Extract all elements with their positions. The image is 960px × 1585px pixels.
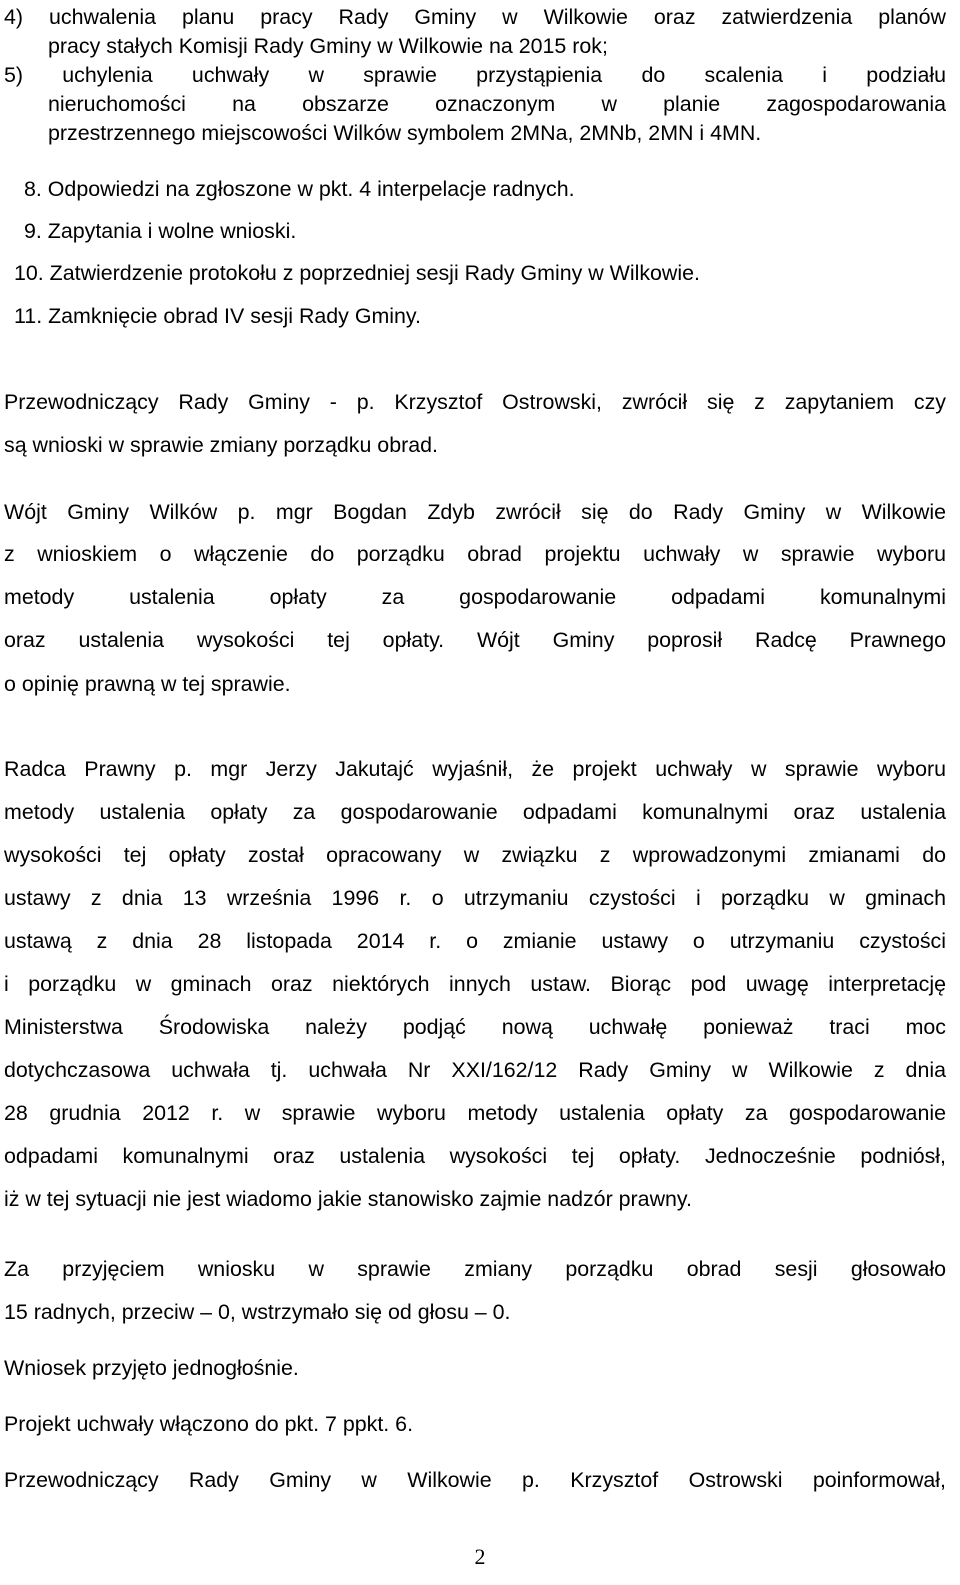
agenda-item-9: 9. Zapytania i wolne wnioski. (24, 219, 297, 243)
vote-para-line-1: Za przyjęciem wniosku w sprawie zmiany porządku obrad sesji głosowało (4, 1257, 946, 1281)
chairman-question-line-1: Przewodniczący Rady Gminy - p. Krzysztof Ostrowski, zwrócił się z zapytaniem czy (4, 390, 946, 414)
wojt-para-line-4: oraz ustalenia wysokości tej opłaty. Wójt Gminy poprosił Radcę Prawnego (4, 628, 946, 652)
radca-para-line-3: wysokości tej opłaty został opracowany w związku z wprowadzonymi zmianami do (4, 843, 946, 867)
wojt-para-line-2: z wnioskiem o włączenie do porządku obrad projektu uchwały w sprawie wyboru (4, 542, 946, 566)
chairman-informed-line: Przewodniczący Rady Gminy w Wilkowie p. Krzysztof Ostrowski poinformował, (4, 1468, 946, 1492)
agenda-item-4-line-1: 4) uchwalenia planu pracy Rady Gminy w Wilkowie oraz zatwierdzenia planów (4, 5, 946, 29)
radca-para-line-1: Radca Prawny p. mgr Jerzy Jakutajć wyjaśnił, że projekt uchwały w sprawie wyboru (4, 757, 946, 781)
radca-para-line-8: dotychczasowa uchwała tj. uchwała Nr XXI/162/12 Rady Gminy w Wilkowie z dnia (4, 1058, 946, 1082)
motion-result: Wniosek przyjęto jednogłośnie. (4, 1356, 299, 1380)
wojt-para-line-5: o opinię prawną w tej sprawie. (4, 672, 291, 696)
radca-para-line-4: ustawy z dnia 13 września 1996 r. o utrzymaniu czystości i porządku w gminach (4, 886, 946, 910)
vote-para-line-2: 15 radnych, przeciw – 0, wstrzymało się od głosu – 0. (4, 1300, 511, 1324)
agenda-item-8: 8. Odpowiedzi na zgłoszone w pkt. 4 interpelacje radnych. (24, 177, 575, 201)
radca-para-line-7: Ministerstwa Środowiska należy podjąć nową uchwałę ponieważ traci moc (4, 1015, 946, 1039)
wojt-para-line-3: metody ustalenia opłaty za gospodarowanie odpadami komunalnymi (4, 585, 946, 609)
agenda-item-5-line-2: nieruchomości na obszarze oznaczonym w planie zagospodarowania (48, 92, 946, 116)
radca-para-line-5: ustawą z dnia 28 listopada 2014 r. o zmianie ustawy o utrzymaniu czystości (4, 929, 946, 953)
chairman-question-line-2: są wnioski w sprawie zmiany porządku obrad. (4, 433, 438, 457)
project-included: Projekt uchwały włączono do pkt. 7 ppkt. 6. (4, 1412, 414, 1436)
page-number: 2 (474, 1544, 486, 1569)
radca-para-line-9: 28 grudnia 2012 r. w sprawie wyboru metody ustalenia opłaty za gospodarowanie (4, 1101, 946, 1125)
radca-para-line-6: i porządku w gminach oraz niektórych innych ustaw. Biorąc pod uwagę interpretację (4, 972, 946, 996)
agenda-item-10: 10. Zatwierdzenie protokołu z poprzedniej sesji Rady Gminy w Wilkowie. (14, 261, 700, 285)
wojt-para-line-1: Wójt Gminy Wilków p. mgr Bogdan Zdyb zwrócił się do Rady Gminy w Wilkowie (4, 500, 946, 524)
agenda-item-11: 11. Zamknięcie obrad IV sesji Rady Gminy. (14, 304, 421, 328)
radca-para-line-11: iż w tej sytuacji nie jest wiadomo jakie stanowisko zajmie nadzór prawny. (4, 1187, 692, 1211)
radca-para-line-2: metody ustalenia opłaty za gospodarowanie odpadami komunalnymi oraz ustalenia (4, 800, 946, 824)
radca-para-line-10: odpadami komunalnymi oraz ustalenia wysokości tej opłaty. Jednocześnie podniósł, (4, 1144, 946, 1168)
agenda-item-5-line-3: przestrzennego miejscowości Wilków symbolem 2MNa, 2MNb, 2MN i 4MN. (48, 121, 762, 145)
agenda-item-4-line-2: pracy stałych Komisji Rady Gminy w Wilkowie na 2015 rok; (48, 34, 608, 58)
agenda-item-5-line-1: 5) uchylenia uchwały w sprawie przystąpienia do scalenia i podziału (4, 63, 946, 87)
